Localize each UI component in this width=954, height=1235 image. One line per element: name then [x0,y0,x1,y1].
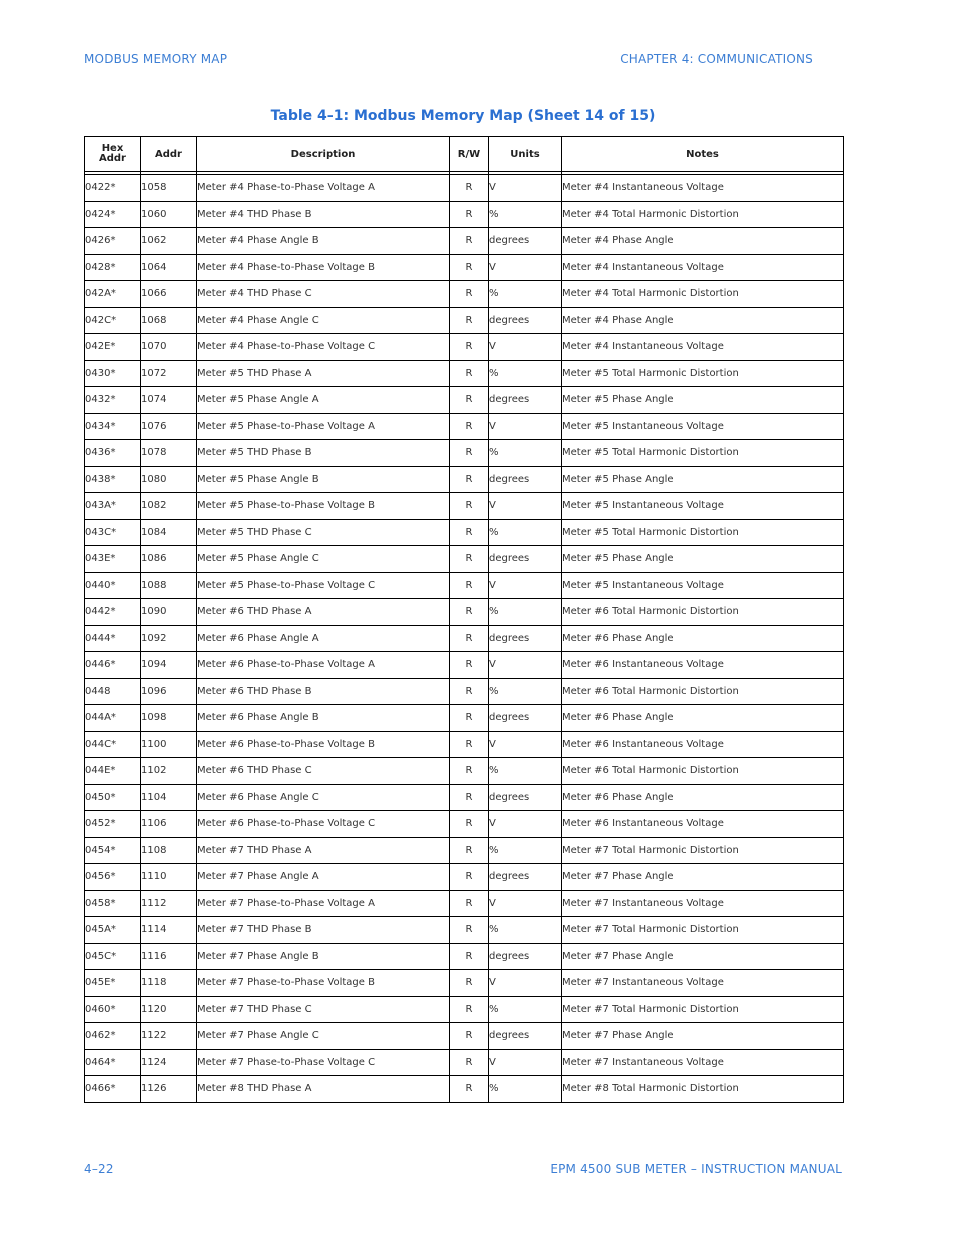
cell-rw: R [450,705,489,732]
cell-rw: R [450,466,489,493]
cell-hex-addr: 0430* [85,360,141,387]
cell-description: Meter #6 Phase-to-Phase Voltage C [197,811,450,838]
table-row [85,493,844,520]
cell-units: V [489,890,562,917]
table-row [85,175,844,202]
page-number: 4–22 [84,1162,114,1176]
column-header-units: Units [489,137,562,172]
table-row [85,307,844,334]
modbus-memory-map-table [84,136,844,1103]
table-row [85,334,844,361]
table-row [85,201,844,228]
cell-hex-addr: 0432* [85,387,141,414]
cell-rw: R [450,493,489,520]
cell-notes: Meter #5 Phase Angle [562,466,844,493]
cell-description: Meter #7 THD Phase B [197,917,450,944]
cell-rw: R [450,387,489,414]
cell-description: Meter #6 THD Phase B [197,678,450,705]
cell-addr: 1084 [141,519,197,546]
cell-notes: Meter #7 Phase Angle [562,1023,844,1050]
cell-rw: R [450,519,489,546]
table-row [85,784,844,811]
manual-title: EPM 4500 SUB METER – INSTRUCTION MANUAL [550,1162,842,1176]
cell-units: degrees [489,784,562,811]
cell-rw: R [450,864,489,891]
cell-description: Meter #7 Phase-to-Phase Voltage B [197,970,450,997]
cell-rw: R [450,943,489,970]
cell-addr: 1102 [141,758,197,785]
cell-hex-addr: 0456* [85,864,141,891]
cell-addr: 1112 [141,890,197,917]
cell-description: Meter #6 THD Phase A [197,599,450,626]
cell-hex-addr: 0452* [85,811,141,838]
cell-description: Meter #8 THD Phase A [197,1076,450,1103]
column-header-hex-addr [85,137,141,172]
column-header-hex-line1: Hex [101,143,124,154]
cell-notes: Meter #6 Instantaneous Voltage [562,811,844,838]
cell-units: degrees [489,705,562,732]
cell-notes: Meter #4 Instantaneous Voltage [562,254,844,281]
table-row [85,811,844,838]
cell-hex-addr: 0466* [85,1076,141,1103]
table-row [85,1023,844,1050]
cell-units: V [489,811,562,838]
cell-description: Meter #7 THD Phase C [197,996,450,1023]
cell-units: % [489,281,562,308]
cell-notes: Meter #5 Total Harmonic Distortion [562,440,844,467]
cell-description: Meter #6 Phase Angle A [197,625,450,652]
column-header-addr: Addr [141,137,197,172]
cell-hex-addr: 043A* [85,493,141,520]
cell-rw: R [450,917,489,944]
table-row [85,890,844,917]
table-row [85,917,844,944]
cell-rw: R [450,281,489,308]
cell-description: Meter #4 THD Phase B [197,201,450,228]
cell-rw: R [450,625,489,652]
cell-units: degrees [489,387,562,414]
cell-units: % [489,440,562,467]
cell-notes: Meter #5 Phase Angle [562,546,844,573]
cell-rw: R [450,599,489,626]
cell-description: Meter #6 THD Phase C [197,758,450,785]
cell-description: Meter #6 Phase Angle B [197,705,450,732]
cell-description: Meter #4 Phase-to-Phase Voltage A [197,175,450,202]
table-row [85,837,844,864]
cell-units: % [489,678,562,705]
cell-hex-addr: 0462* [85,1023,141,1050]
cell-notes: Meter #6 Phase Angle [562,705,844,732]
cell-units: degrees [489,466,562,493]
table-row [85,678,844,705]
cell-hex-addr: 045E* [85,970,141,997]
cell-rw: R [450,228,489,255]
table-row [85,360,844,387]
cell-addr: 1110 [141,864,197,891]
cell-notes: Meter #6 Instantaneous Voltage [562,731,844,758]
table-row [85,996,844,1023]
cell-addr: 1092 [141,625,197,652]
table-row [85,625,844,652]
cell-rw: R [450,837,489,864]
table-row [85,1076,844,1103]
column-header-description: Description [197,137,450,172]
cell-units: % [489,996,562,1023]
cell-units: % [489,201,562,228]
table-header-row [85,137,844,172]
cell-hex-addr: 0460* [85,996,141,1023]
cell-units: % [489,1076,562,1103]
cell-units: V [489,731,562,758]
cell-addr: 1106 [141,811,197,838]
cell-description: Meter #7 Phase Angle C [197,1023,450,1050]
cell-addr: 1068 [141,307,197,334]
cell-rw: R [450,1076,489,1103]
cell-addr: 1070 [141,334,197,361]
cell-addr: 1094 [141,652,197,679]
cell-rw: R [450,440,489,467]
cell-hex-addr: 044C* [85,731,141,758]
cell-notes: Meter #7 Phase Angle [562,864,844,891]
cell-units: degrees [489,1023,562,1050]
running-header-section: MODBUS MEMORY MAP [84,52,228,66]
cell-hex-addr: 0424* [85,201,141,228]
cell-notes: Meter #4 Total Harmonic Distortion [562,201,844,228]
table-row [85,519,844,546]
cell-addr: 1086 [141,546,197,573]
cell-units: V [489,175,562,202]
cell-description: Meter #5 THD Phase B [197,440,450,467]
table-row [85,281,844,308]
cell-hex-addr: 044A* [85,705,141,732]
cell-notes: Meter #7 Instantaneous Voltage [562,1049,844,1076]
cell-rw: R [450,1023,489,1050]
cell-hex-addr: 0436* [85,440,141,467]
cell-description: Meter #4 Phase Angle B [197,228,450,255]
cell-addr: 1090 [141,599,197,626]
cell-rw: R [450,890,489,917]
cell-description: Meter #7 Phase Angle B [197,943,450,970]
cell-hex-addr: 043C* [85,519,141,546]
cell-description: Meter #5 THD Phase A [197,360,450,387]
cell-addr: 1118 [141,970,197,997]
cell-notes: Meter #7 Phase Angle [562,943,844,970]
cell-hex-addr: 0454* [85,837,141,864]
cell-hex-addr: 0426* [85,228,141,255]
cell-rw: R [450,758,489,785]
cell-units: V [489,1049,562,1076]
cell-description: Meter #6 Phase-to-Phase Voltage A [197,652,450,679]
cell-units: V [489,334,562,361]
cell-addr: 1098 [141,705,197,732]
cell-addr: 1076 [141,413,197,440]
cell-addr: 1088 [141,572,197,599]
cell-addr: 1062 [141,228,197,255]
cell-notes: Meter #6 Phase Angle [562,625,844,652]
cell-description: Meter #6 Phase-to-Phase Voltage B [197,731,450,758]
cell-notes: Meter #4 Phase Angle [562,307,844,334]
cell-hex-addr: 0428* [85,254,141,281]
cell-units: V [489,413,562,440]
cell-units: degrees [489,546,562,573]
cell-rw: R [450,784,489,811]
cell-addr: 1120 [141,996,197,1023]
cell-description: Meter #5 Phase-to-Phase Voltage B [197,493,450,520]
cell-hex-addr: 0442* [85,599,141,626]
cell-description: Meter #5 Phase Angle C [197,546,450,573]
cell-rw: R [450,360,489,387]
cell-notes: Meter #6 Instantaneous Voltage [562,652,844,679]
table-row [85,254,844,281]
cell-rw: R [450,546,489,573]
cell-units: % [489,837,562,864]
cell-rw: R [450,572,489,599]
cell-notes: Meter #5 Phase Angle [562,387,844,414]
cell-units: V [489,572,562,599]
cell-description: Meter #7 THD Phase A [197,837,450,864]
cell-rw: R [450,678,489,705]
cell-notes: Meter #4 Instantaneous Voltage [562,334,844,361]
cell-hex-addr: 043E* [85,546,141,573]
cell-addr: 1064 [141,254,197,281]
cell-units: V [489,493,562,520]
cell-units: degrees [489,625,562,652]
table-row [85,466,844,493]
cell-notes: Meter #7 Instantaneous Voltage [562,890,844,917]
cell-description: Meter #7 Phase-to-Phase Voltage C [197,1049,450,1076]
cell-hex-addr: 042C* [85,307,141,334]
cell-addr: 1096 [141,678,197,705]
cell-hex-addr: 042E* [85,334,141,361]
table-row [85,943,844,970]
cell-description: Meter #4 THD Phase C [197,281,450,308]
cell-addr: 1058 [141,175,197,202]
cell-addr: 1122 [141,1023,197,1050]
cell-notes: Meter #6 Phase Angle [562,784,844,811]
cell-notes: Meter #5 Instantaneous Voltage [562,572,844,599]
cell-description: Meter #4 Phase-to-Phase Voltage B [197,254,450,281]
cell-addr: 1104 [141,784,197,811]
cell-addr: 1080 [141,466,197,493]
column-header-hex-line2: Addr [99,153,126,164]
cell-units: % [489,917,562,944]
cell-rw: R [450,1049,489,1076]
cell-rw: R [450,254,489,281]
cell-addr: 1124 [141,1049,197,1076]
cell-units: V [489,652,562,679]
table-row [85,546,844,573]
cell-notes: Meter #5 Instantaneous Voltage [562,493,844,520]
cell-addr: 1074 [141,387,197,414]
cell-hex-addr: 0440* [85,572,141,599]
cell-description: Meter #7 Phase Angle A [197,864,450,891]
cell-units: degrees [489,864,562,891]
table-row [85,413,844,440]
cell-description: Meter #5 Phase-to-Phase Voltage A [197,413,450,440]
cell-units: V [489,970,562,997]
table-row [85,652,844,679]
cell-hex-addr: 045C* [85,943,141,970]
table-row [85,440,844,467]
cell-addr: 1078 [141,440,197,467]
cell-addr: 1116 [141,943,197,970]
cell-notes: Meter #7 Total Harmonic Distortion [562,917,844,944]
cell-hex-addr: 044E* [85,758,141,785]
cell-rw: R [450,334,489,361]
table-row [85,864,844,891]
table-row [85,731,844,758]
cell-notes: Meter #4 Total Harmonic Distortion [562,281,844,308]
cell-units: degrees [489,307,562,334]
cell-units: % [489,599,562,626]
table-row [85,705,844,732]
cell-description: Meter #7 Phase-to-Phase Voltage A [197,890,450,917]
cell-description: Meter #5 THD Phase C [197,519,450,546]
cell-addr: 1126 [141,1076,197,1103]
cell-description: Meter #5 Phase Angle A [197,387,450,414]
cell-notes: Meter #6 Total Harmonic Distortion [562,758,844,785]
cell-notes: Meter #7 Total Harmonic Distortion [562,996,844,1023]
cell-addr: 1066 [141,281,197,308]
cell-units: degrees [489,228,562,255]
table-row [85,387,844,414]
cell-notes: Meter #7 Total Harmonic Distortion [562,837,844,864]
cell-hex-addr: 0434* [85,413,141,440]
cell-notes: Meter #5 Total Harmonic Distortion [562,360,844,387]
cell-notes: Meter #5 Instantaneous Voltage [562,413,844,440]
cell-addr: 1108 [141,837,197,864]
cell-description: Meter #5 Phase Angle B [197,466,450,493]
cell-addr: 1060 [141,201,197,228]
cell-description: Meter #5 Phase-to-Phase Voltage C [197,572,450,599]
cell-units: % [489,360,562,387]
cell-hex-addr: 0438* [85,466,141,493]
cell-addr: 1114 [141,917,197,944]
table-title: Table 4–1: Modbus Memory Map (Sheet 14 of 15) [270,108,656,124]
cell-hex-addr: 0422* [85,175,141,202]
cell-hex-addr: 042A* [85,281,141,308]
cell-units: V [489,254,562,281]
cell-description: Meter #4 Phase-to-Phase Voltage C [197,334,450,361]
column-header-rw: R/W [450,137,489,172]
cell-description: Meter #6 Phase Angle C [197,784,450,811]
cell-units: degrees [489,943,562,970]
cell-notes: Meter #7 Instantaneous Voltage [562,970,844,997]
cell-addr: 1072 [141,360,197,387]
cell-rw: R [450,413,489,440]
table-body [85,172,844,1103]
cell-rw: R [450,307,489,334]
cell-hex-addr: 0464* [85,1049,141,1076]
cell-notes: Meter #5 Total Harmonic Distortion [562,519,844,546]
cell-addr: 1100 [141,731,197,758]
cell-hex-addr: 045A* [85,917,141,944]
cell-rw: R [450,731,489,758]
cell-rw: R [450,175,489,202]
table-row [85,228,844,255]
cell-notes: Meter #4 Phase Angle [562,228,844,255]
cell-notes: Meter #6 Total Harmonic Distortion [562,599,844,626]
running-header-chapter: CHAPTER 4: COMMUNICATIONS [620,52,813,66]
table-row [85,970,844,997]
cell-rw: R [450,996,489,1023]
cell-hex-addr: 0450* [85,784,141,811]
cell-notes: Meter #6 Total Harmonic Distortion [562,678,844,705]
cell-hex-addr: 0444* [85,625,141,652]
cell-units: % [489,758,562,785]
cell-hex-addr: 0448 [85,678,141,705]
cell-rw: R [450,652,489,679]
column-header-notes: Notes [562,137,844,172]
cell-rw: R [450,201,489,228]
table-row [85,758,844,785]
cell-hex-addr: 0446* [85,652,141,679]
table-row [85,1049,844,1076]
cell-description: Meter #4 Phase Angle C [197,307,450,334]
cell-notes: Meter #8 Total Harmonic Distortion [562,1076,844,1103]
table-row [85,572,844,599]
cell-rw: R [450,970,489,997]
table-row [85,599,844,626]
cell-hex-addr: 0458* [85,890,141,917]
cell-notes: Meter #4 Instantaneous Voltage [562,175,844,202]
cell-addr: 1082 [141,493,197,520]
cell-rw: R [450,811,489,838]
cell-units: % [489,519,562,546]
